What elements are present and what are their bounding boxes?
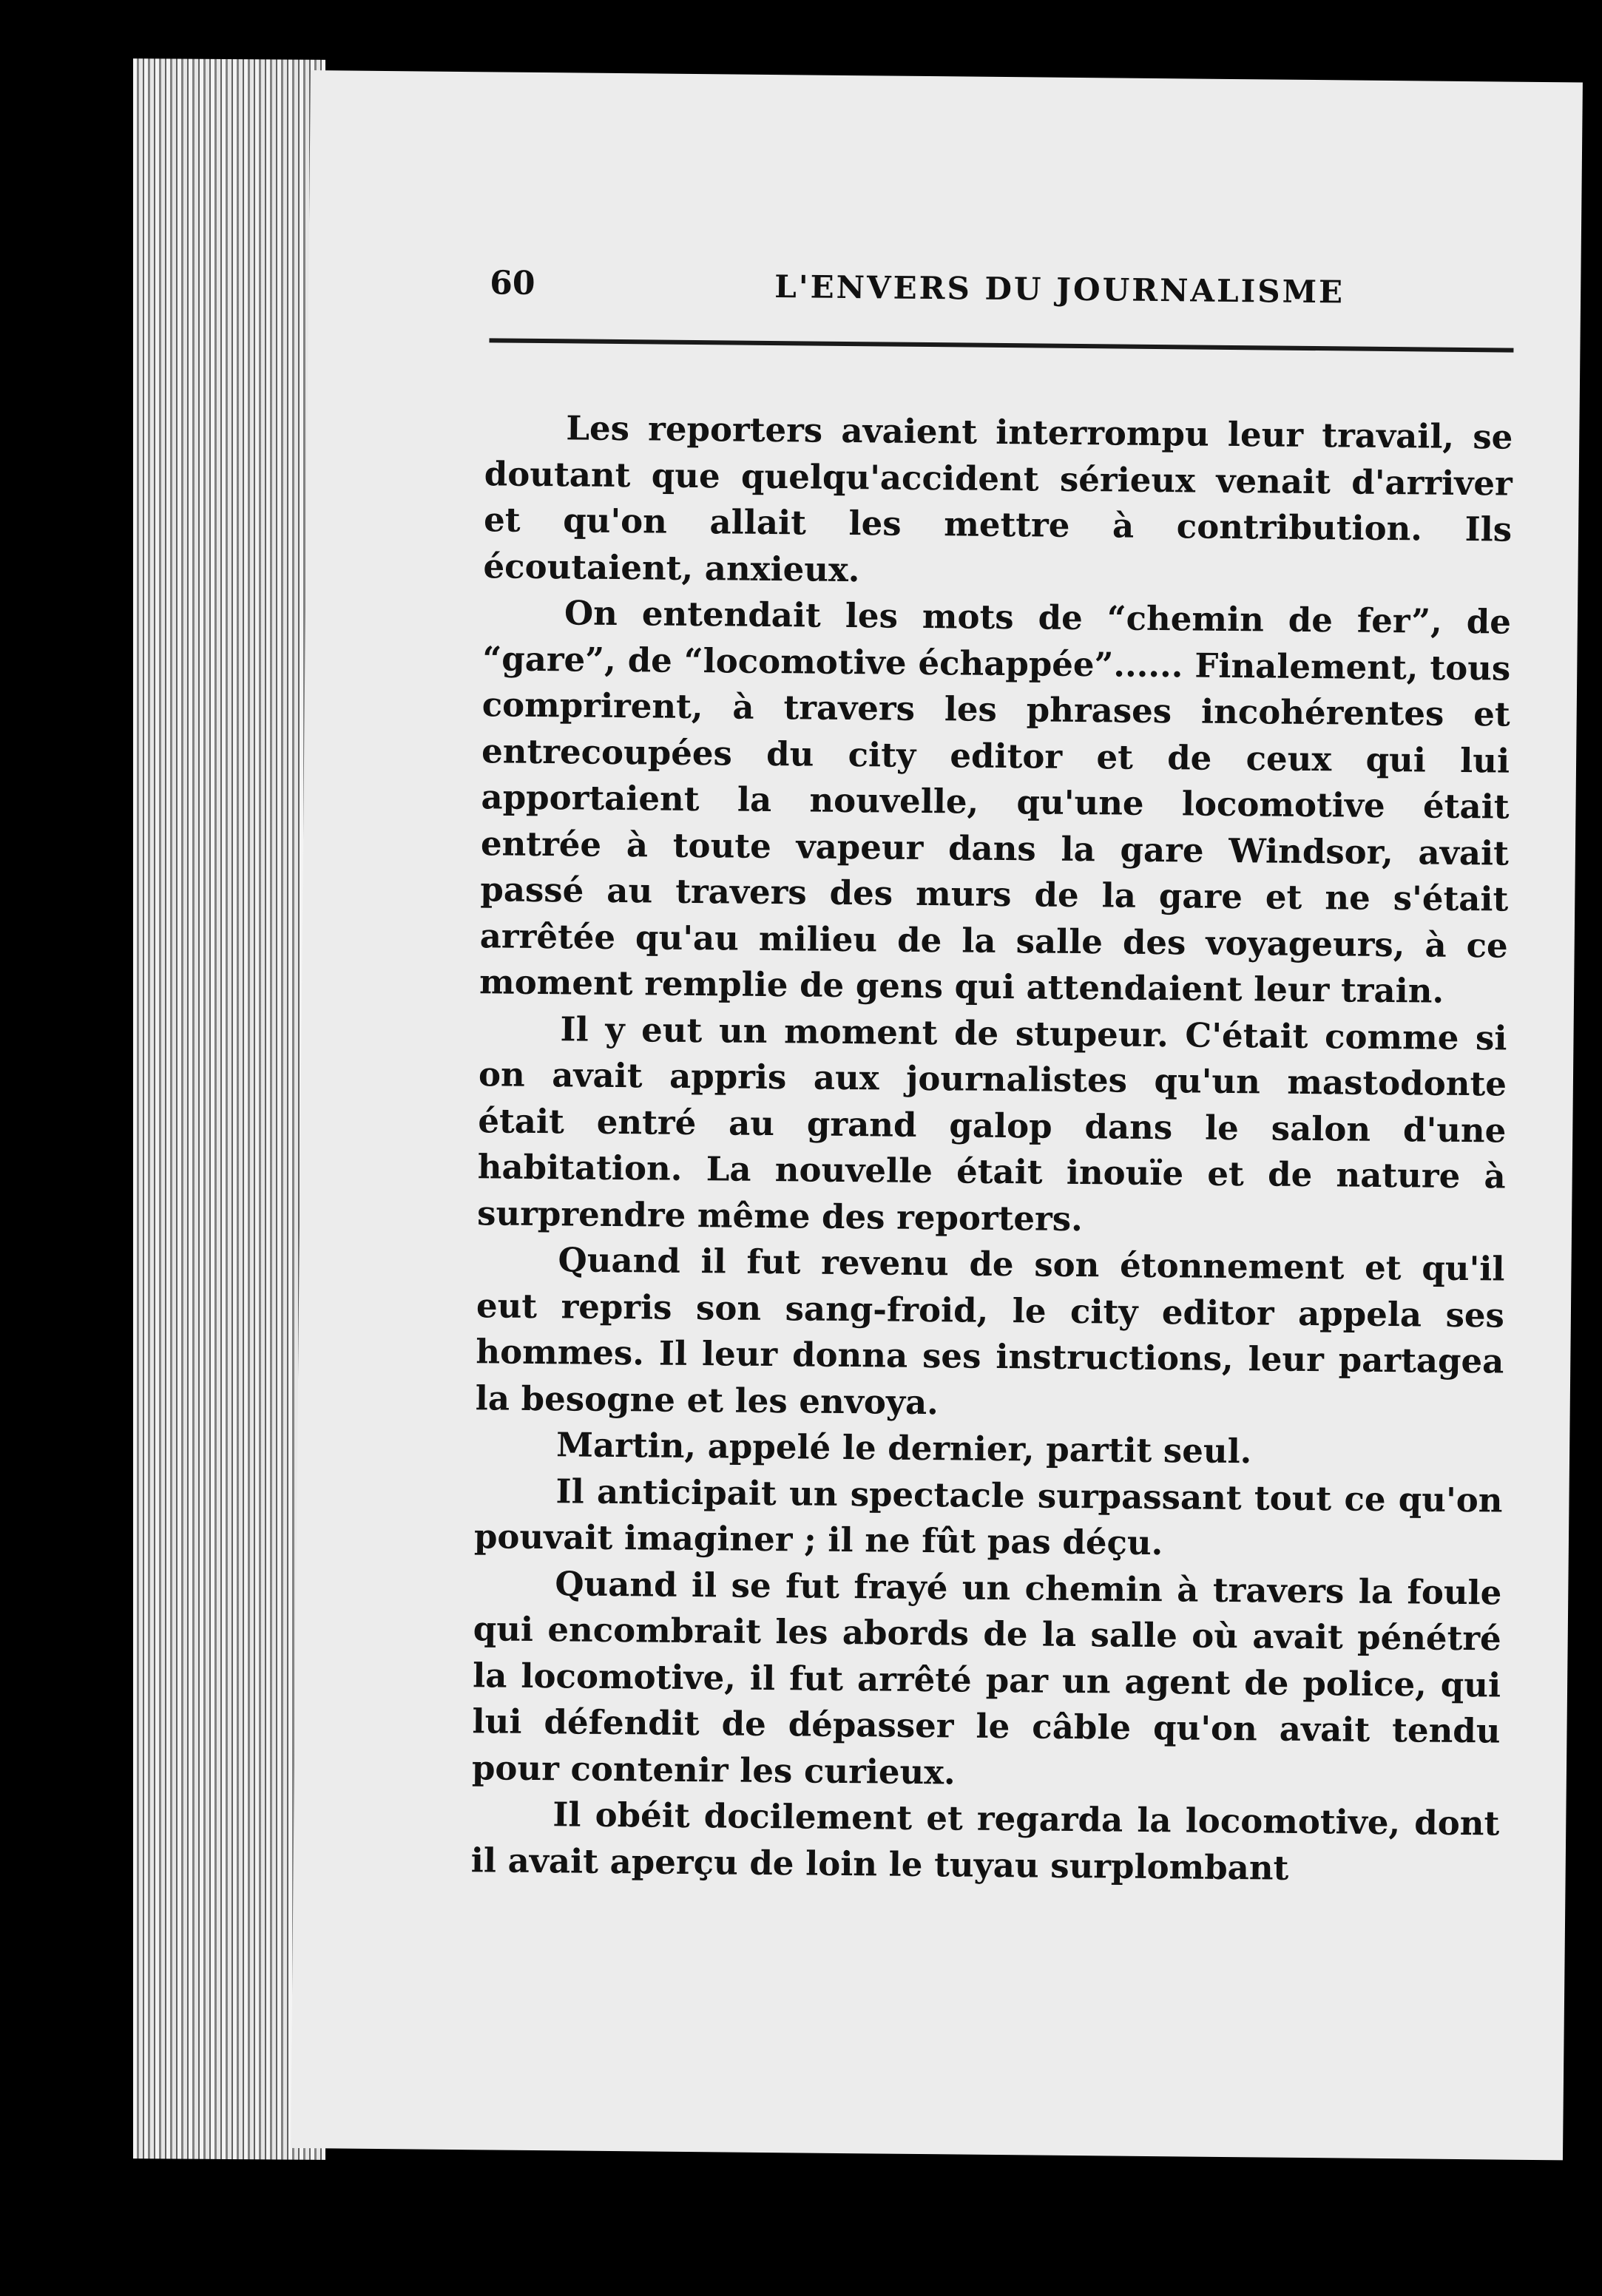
paragraph-7: Quand il se fut frayé un chemin à travers la foule qui encombrait les abords de la salle où avait pénétré la locomotive, il fut arrêté par un agent de police, qui lui défendit de dépasser le câble qu'on avait tendu pour contenir les curieux.: [471, 1563, 1502, 1792]
page-header: [490, 264, 1507, 318]
paragraph-6: Il anticipait un spectacle surpassant tout ce qu'on pouvait imaginer ; il ne fût pas déçu.: [473, 1471, 1503, 1563]
paragraph-3: Il y eut un moment de stupeur. C'était comme si on avait appris aux journalistes qu'un mastodonte était entré au grand galop dans le salon d'une habitation. La nouvelle était inouïe et de nature à surprendre même des reporters.: [476, 1009, 1507, 1239]
paragraph-8: Il obéit docilement et regarda la locomotive, dont il avait aperçu de loin le tuyau surplombant: [470, 1795, 1500, 1888]
page-number: 60: [490, 264, 535, 302]
paragraph-4: Quand il fut revenu de son étonnement et qu'il eut repris son sang-froid, le city editor appela ses hommes. Il leur donna ses instructions, leur partagea la besogne et les envoya.: [475, 1240, 1505, 1422]
body-text: [470, 404, 1513, 1893]
book-page: [291, 70, 1583, 2160]
paragraph-1: Les reporters avaient interrompu leur travail, se doutant que quelqu'accident sérieux venait d'arriver et qu'on allait les mettre à contribution. Ils écoutaient, anxieux.: [483, 408, 1513, 589]
running-title: L'ENVERS DU JOURNALISME: [774, 268, 1345, 311]
paragraph-5: Martin, appelé le dernier, partit seul.: [555, 1425, 1252, 1472]
header-rule: [489, 338, 1513, 352]
paragraph-2: On entendait les mots de “chemin de fer”, de “gare”, de “locomotive échappée”...... Finalement, tous comprirent, à travers les phrases incohérentes et entrecoupées du city editor et de ceux qui lui apportaient la nouvelle, qu'une locomotive était entrée à toute vapeur dans la gare Windsor, avait passé au travers des murs de la gare et ne s'était arrêtée qu'au milieu de la salle des voyageurs, à ce moment remplie de gens qui attendaient leur train.: [479, 593, 1512, 1011]
